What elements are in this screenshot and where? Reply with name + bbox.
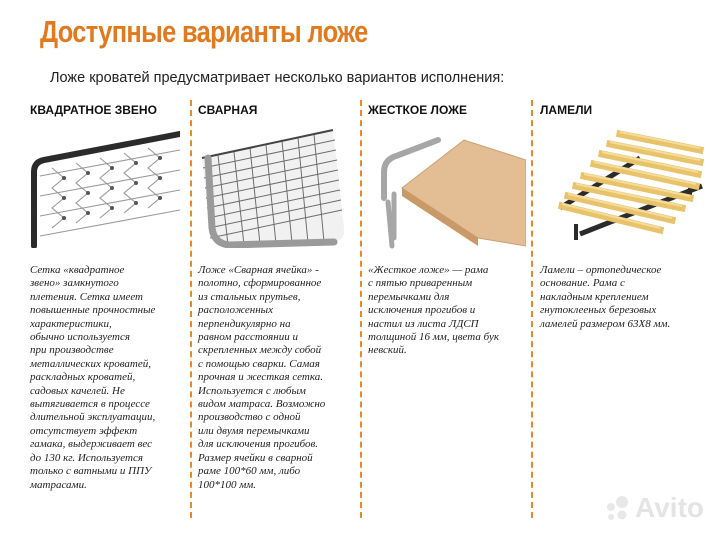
description-line: повышенные прочностные	[30, 304, 156, 317]
lamellae-slats-icon	[540, 128, 705, 252]
option-description	[368, 264, 526, 358]
description-line: невский.	[368, 344, 407, 357]
description-line: прочная и жесткая сетка.	[198, 371, 323, 384]
column-divider	[190, 100, 192, 518]
description-line: характеристики,	[30, 317, 112, 330]
page-subtitle: Ложе кроватей предусматривает несколько вариантов исполнения:	[50, 70, 505, 86]
description-line: гамака, выдерживает вес	[30, 438, 152, 451]
option-heading: ЖЕСТКОЕ ЛОЖЕ	[368, 103, 467, 117]
square-link-mesh-icon	[30, 128, 180, 248]
description-line: звено» замкнутого	[30, 277, 119, 290]
description-line: длительной эксплуатации,	[30, 411, 156, 424]
option-description	[540, 264, 705, 331]
rigid-board-icon	[368, 128, 526, 252]
description-line: садовых качелей. Не	[30, 384, 125, 397]
description-line: Ложе «Сварная ячейка» -	[198, 264, 319, 276]
option-heading: КВАДРАТНОЕ ЗВЕНО	[30, 103, 157, 117]
option-welded	[198, 100, 356, 518]
option-square-link	[30, 100, 188, 518]
description-line: с пятью приваренным	[368, 277, 473, 290]
option-lamellae	[540, 100, 705, 518]
description-line: настил из листа ЛДСП	[368, 317, 479, 330]
description-line: Используется с любым	[198, 384, 306, 397]
description-line: плетения. Сетка имеет	[30, 290, 144, 303]
column-divider	[531, 100, 533, 518]
description-line: гнутоклееных березовых	[540, 304, 657, 317]
description-line: отсутствует эффект	[30, 424, 138, 437]
option-heading: ЛАМЕЛИ	[540, 103, 593, 117]
avito-dots-icon	[603, 494, 631, 522]
description-line: раме 100*60 мм, либо	[198, 465, 301, 478]
description-line: матрасами.	[30, 478, 87, 491]
description-line: металлических кроватей,	[30, 357, 151, 370]
welded-grid-icon	[198, 128, 348, 248]
description-line: Размер ячейки в сварной	[198, 451, 313, 464]
description-line: расположенных	[198, 304, 273, 317]
description-line: перпендикулярно на	[198, 317, 291, 330]
description-line: до 130 кг. Используется	[30, 451, 143, 464]
description-line: полотно, сформированное	[198, 277, 322, 290]
description-line: толщиной 16 мм, цвета бук	[368, 331, 500, 344]
column-divider	[360, 100, 362, 518]
description-line: для исключения прогибов.	[198, 438, 319, 451]
description-line: или двумя перемычками	[198, 424, 310, 437]
description-line: производство с одной	[198, 411, 301, 424]
description-line: при производстве	[30, 344, 114, 357]
page-title: Доступные варианты ложе	[40, 14, 368, 49]
description-line: равном расстоянии и	[198, 331, 298, 344]
description-line: Сетка «квадратное	[30, 264, 125, 276]
description-line: ламелей размером 63Х8 мм.	[540, 317, 671, 330]
description-line: с помощью сварки. Самая	[198, 357, 320, 370]
description-line: раскладных кроватей,	[30, 371, 136, 384]
option-description	[198, 264, 356, 492]
description-line: «Жесткое ложе» — рама	[368, 264, 489, 276]
description-line: вытягивается в процессе	[30, 398, 150, 411]
description-line: видом матраса. Возможно	[198, 398, 326, 411]
description-line: основание. Рама с	[540, 277, 625, 290]
option-rigid	[368, 100, 526, 518]
option-heading: СВАРНАЯ	[198, 103, 258, 117]
avito-wordmark: Avito	[635, 492, 704, 523]
description-line: перемычками для	[368, 290, 450, 303]
description-line: исключения прогибов и	[368, 304, 476, 317]
option-description	[30, 264, 188, 492]
description-line: скрепленных между собой	[198, 344, 322, 357]
description-line: из стальных прутьев,	[198, 290, 301, 303]
description-line: накладным креплением	[540, 290, 649, 303]
description-line: 100*100 мм.	[198, 478, 257, 491]
description-line: только с ватными и ППУ	[30, 465, 152, 478]
description-line: обычно используется	[30, 331, 130, 344]
description-line: Ламели – ортопедическое	[540, 264, 662, 276]
avito-watermark	[603, 492, 704, 524]
